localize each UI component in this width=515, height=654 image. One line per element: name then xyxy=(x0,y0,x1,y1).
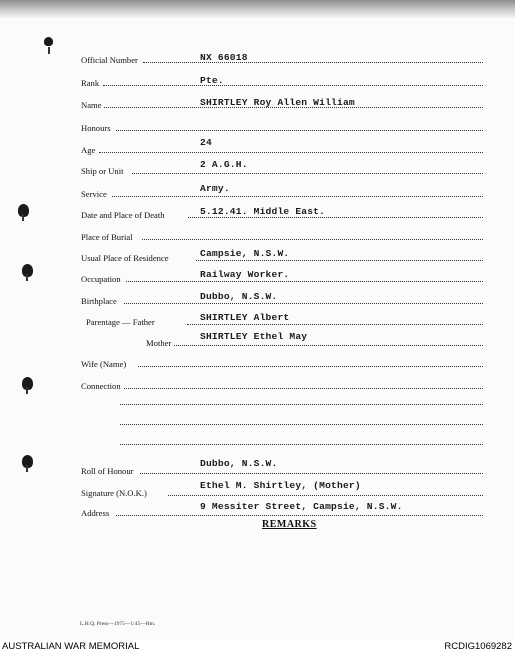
field-date-place-death xyxy=(0,204,515,220)
label-age: Age xyxy=(81,145,96,155)
label-signature-nok: Signature (N.O.K.) xyxy=(81,488,147,498)
dotted-line xyxy=(140,473,483,474)
label-parentage-father: Parentage — Father xyxy=(86,317,155,327)
dotted-line xyxy=(99,152,483,153)
label-ship-or-unit: Ship or Unit xyxy=(81,166,124,176)
label-rank: Rank xyxy=(81,78,100,88)
dotted-line xyxy=(126,281,483,282)
label-address: Address xyxy=(81,508,110,518)
value-parentage-father: SHIRTLEY Albert xyxy=(200,312,290,323)
label-honours: Honours xyxy=(81,123,111,133)
label-occupation: Occupation xyxy=(81,274,121,284)
field-place-of-burial xyxy=(0,226,515,242)
dotted-line xyxy=(143,62,483,63)
dotted-line xyxy=(174,345,483,346)
value-address: 9 Messiter Street, Campsie, N.S.W. xyxy=(200,501,403,512)
label-wife: Wife (Name) xyxy=(81,359,127,369)
connection-extra-line xyxy=(120,424,483,425)
dotted-line xyxy=(116,515,483,516)
value-signature-nok: Ethel M. Shirtley, (Mother) xyxy=(200,480,361,491)
connection-extra-line xyxy=(120,444,483,445)
punch-hole xyxy=(44,37,53,46)
value-service: Army. xyxy=(200,183,230,194)
field-official-number xyxy=(0,49,515,65)
field-address xyxy=(0,502,515,518)
dotted-line xyxy=(124,303,483,304)
field-wife xyxy=(0,353,515,369)
label-connection: Connection xyxy=(81,381,121,391)
value-roll-of-honour: Dubbo, N.S.W. xyxy=(200,458,278,469)
field-birthplace xyxy=(0,290,515,306)
dotted-line xyxy=(168,495,483,496)
value-occupation: Railway Worker. xyxy=(200,269,290,280)
value-official-number: NX 66018 xyxy=(200,52,248,63)
dotted-line xyxy=(188,217,483,218)
dotted-line xyxy=(103,85,483,86)
label-roll-of-honour: Roll of Honour xyxy=(81,466,134,476)
dotted-line xyxy=(112,196,483,197)
connection-extra-line xyxy=(120,404,483,405)
label-mother: Mother xyxy=(146,338,172,348)
label-date-place-death: Date and Place of Death xyxy=(81,210,165,220)
value-name: SHIRTLEY Roy Allen William xyxy=(200,97,355,108)
dotted-line xyxy=(142,239,483,240)
field-honours xyxy=(0,117,515,133)
label-place-of-burial: Place of Burial xyxy=(81,232,133,242)
field-usual-residence xyxy=(0,247,515,263)
label-birthplace: Birthplace xyxy=(81,296,117,306)
value-usual-residence: Campsie, N.S.W. xyxy=(200,248,290,259)
field-name xyxy=(0,94,515,110)
archive-footer xyxy=(0,640,515,654)
field-parentage-father xyxy=(0,311,515,327)
dotted-line xyxy=(196,260,483,261)
printer-imprint: L.H.Q. Press—1975—1/45—Hm. xyxy=(80,621,156,627)
dotted-line xyxy=(187,324,483,325)
dotted-line xyxy=(138,366,483,367)
field-age xyxy=(0,139,515,155)
dotted-line xyxy=(116,130,483,131)
field-roll-of-honour xyxy=(0,460,515,476)
field-signature-nok xyxy=(0,482,515,498)
field-connection xyxy=(0,375,515,391)
value-birthplace: Dubbo, N.S.W. xyxy=(200,291,278,302)
label-official-number: Official Number xyxy=(81,55,138,65)
label-service: Service xyxy=(81,189,107,199)
value-ship-or-unit: 2 A.G.H. xyxy=(200,159,248,170)
footer-record-id: RCDIG1069282 xyxy=(444,641,512,652)
value-age: 24 xyxy=(200,137,212,148)
field-service xyxy=(0,183,515,199)
footer-institution: AUSTRALIAN WAR MEMORIAL xyxy=(2,641,140,652)
field-occupation xyxy=(0,268,515,284)
value-mother: SHIRTLEY Ethel May xyxy=(200,331,308,342)
label-name: Name xyxy=(81,100,102,110)
remarks-heading: REMARKS xyxy=(262,519,317,530)
field-mother xyxy=(0,332,515,348)
value-rank: Pte. xyxy=(200,75,224,86)
scan-edge-band xyxy=(0,0,515,18)
dotted-line xyxy=(132,173,483,174)
label-usual-residence: Usual Place of Residence xyxy=(81,253,169,263)
dotted-line xyxy=(124,388,483,389)
field-ship-or-unit xyxy=(0,160,515,176)
value-date-place-death: 5.12.41. Middle East. xyxy=(200,206,326,217)
field-rank xyxy=(0,72,515,88)
